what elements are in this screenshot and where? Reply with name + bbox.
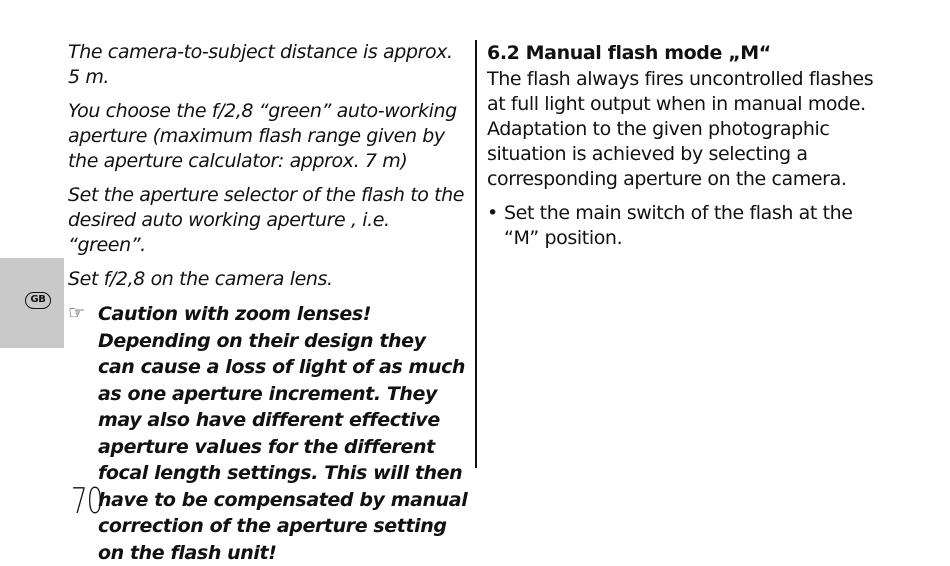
- section-body: The flash always fires uncontrolled flashes at full light output when in manual mode. Adaptation to the given photographic situation is achieved by selecting a corresponding aperture on the camera.: [487, 68, 874, 190]
- bullet-item: [487, 201, 887, 251]
- caution-note: [68, 301, 468, 566]
- language-badge: GB: [25, 292, 51, 309]
- pointing-hand-icon: ☞: [68, 302, 85, 324]
- paragraph-camera-lens: Set f/2,8 on the camera lens.: [68, 268, 333, 290]
- caution-text: Caution with zoom lenses! Depending on their design they can cause a loss of light of as much as one aperture increment. They may also have different effective aperture values for the different focal length settings. This will then have to be compensated by manual correction of the aperture setting on the flash unit!: [98, 303, 468, 564]
- bullet-text: Set the main switch of the flash at the “M” position.: [504, 202, 853, 249]
- right-column: [487, 40, 887, 251]
- page-number: 70: [71, 481, 103, 522]
- column-divider: [475, 40, 477, 468]
- paragraph-distance: The camera-to-subject distance is approx. 5 m.: [68, 41, 453, 88]
- bullet-icon: •: [487, 202, 498, 224]
- left-column: [68, 40, 468, 566]
- paragraph-aperture-selector: Set the aperture selector of the flash to the desired auto working aperture , i.e. “green”.: [68, 184, 465, 256]
- section-heading: 6.2 Manual flash mode „M“: [487, 42, 771, 64]
- paragraph-aperture-choice: You choose the f/2,8 “green” auto-working aperture (maximum flash range given by the aperture calculator: approx. 7 m): [68, 100, 457, 172]
